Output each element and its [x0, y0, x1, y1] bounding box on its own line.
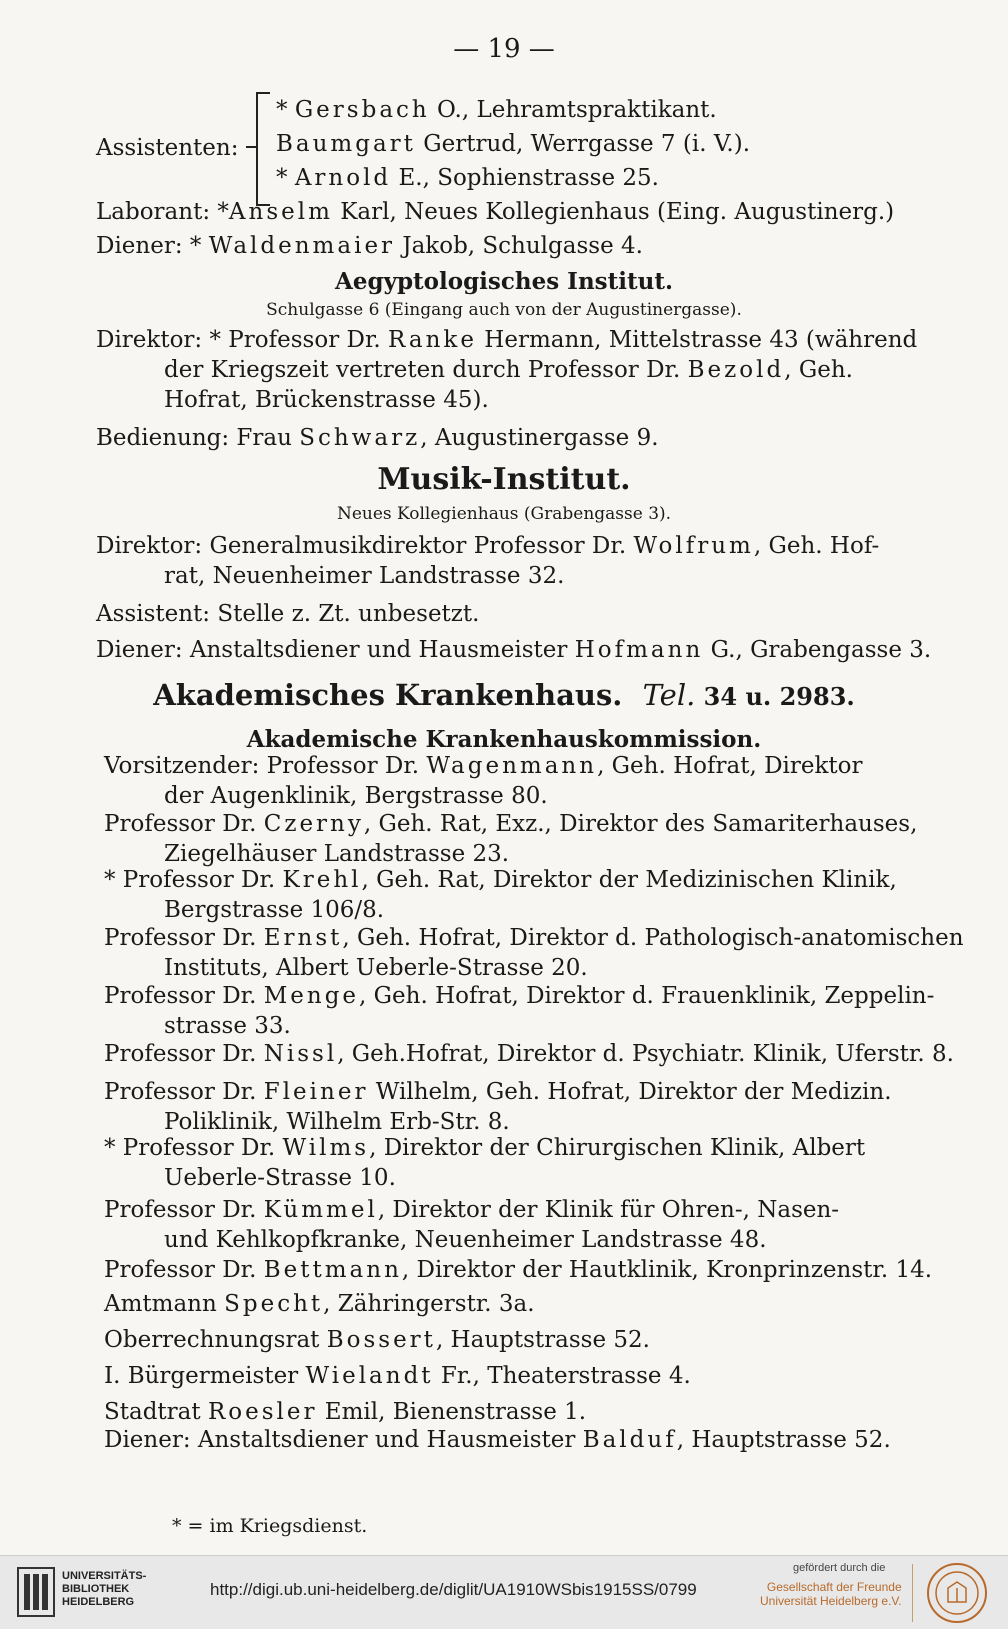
commission-entry: [104, 1078, 892, 1106]
sponsor-name: [760, 1580, 902, 1608]
entry-text: Emil, Bienenstrasse 1.: [317, 1399, 587, 1425]
laborant-line: [96, 198, 894, 226]
sponsor-name-line: Gesellschaft der Freunde: [766, 1580, 902, 1594]
person-name: Bezold: [687, 357, 785, 383]
entry-text: O., Lehramtspraktikant.: [429, 97, 717, 123]
section-address: Schulgasse 6 (Eingang auch von der Augustinergasse).: [266, 300, 742, 320]
entry-text: Professor Dr.: [104, 811, 257, 837]
continuation-line: Bergstrasse 106/8.: [164, 897, 385, 923]
person-name: Bettmann: [263, 1257, 402, 1283]
university-seal-icon: [926, 1562, 988, 1624]
commission-entry: [104, 1256, 932, 1284]
sponsor-caption: gefördert durch die: [793, 1562, 886, 1574]
diener-line: [96, 636, 931, 664]
commission-entry: [104, 1134, 865, 1162]
tel-label: Tel.: [642, 678, 696, 712]
library-name-line: UNIVERSITÄTS-: [62, 1570, 147, 1582]
entry-text: Fr., Theaterstrasse 4.: [433, 1363, 691, 1389]
person-name: Wielandt: [305, 1363, 434, 1389]
assistenten-label: Assistenten:: [96, 135, 239, 161]
person-name: Fleiner: [263, 1079, 369, 1105]
divider: [912, 1564, 913, 1622]
commission-entry: [104, 1426, 891, 1454]
person-name: Wagenmann: [426, 753, 598, 779]
commission-entry: [104, 1290, 535, 1318]
entry-label: Direktor:: [96, 327, 203, 353]
entry-text: Jakob, Schulgasse 4.: [395, 233, 643, 259]
continuation-line: und Kehlkopfkranke, Neuenheimer Landstrasse 48.: [164, 1227, 767, 1253]
entry-text: Karl, Neues Kollegienhaus (Eing. Augustinerg.): [332, 199, 895, 225]
entry-text: Professor Dr.: [104, 983, 257, 1009]
commission-entry: [104, 810, 917, 838]
person-name: Menge: [263, 983, 360, 1009]
continuation-line: Hofrat, Brückenstrasse 45).: [164, 387, 489, 413]
commission-entry: [104, 924, 964, 952]
entry-text: Professor Dr.: [104, 1257, 257, 1283]
commission-entry: [104, 1362, 691, 1390]
bedienung-line: [96, 424, 659, 452]
entry-text: Professor Dr.: [104, 1079, 257, 1105]
person-name: Balduf: [582, 1427, 677, 1453]
entry-text: Wilhelm, Geh. Hofrat, Direktor der Medizin.: [368, 1079, 892, 1105]
source-url-link[interactable]: http://digi.ub.uni-heidelberg.de/diglit/UA1910WSbis1915SS/0799: [210, 1580, 697, 1599]
entry-text: , Geh. Rat, Exz., Direktor des Samariterhauses,: [363, 811, 918, 837]
library-logo-icon: [16, 1566, 56, 1618]
entry-text: Frau: [229, 425, 292, 451]
entry-text: , Hauptstrasse 52.: [435, 1327, 650, 1353]
library-name-line: BIBLIOTHEK: [62, 1583, 130, 1595]
person-name: Nissl: [263, 1041, 338, 1067]
continuation-line: rat, Neuenheimer Landstrasse 32.: [164, 563, 565, 589]
commission-entry: [104, 1398, 586, 1426]
entry-text: Diener: Anstaltsdiener und Hausmeister: [104, 1427, 576, 1453]
section-address: Neues Kollegienhaus (Grabengasse 3).: [336, 504, 672, 524]
person-name: Specht: [224, 1291, 324, 1317]
assistent-line: Assistent: Stelle z. Zt. unbesetzt.: [96, 601, 480, 627]
entry-text: Professor Dr.: [104, 1197, 257, 1223]
person-name: Arnold: [294, 165, 392, 191]
person-name: Roesler: [207, 1399, 318, 1425]
entry-text: , Geh. Hofrat, Direktor: [597, 753, 863, 779]
entry-text: Amtmann: [104, 1291, 217, 1317]
entry-label: Laborant:: [96, 199, 211, 225]
entry-label: Diener:: [96, 233, 183, 259]
digitization-footer: [0, 1555, 1008, 1629]
entry-label: Direktor:: [96, 533, 203, 559]
entry-text: , Zähringerstr. 3a.: [323, 1291, 535, 1317]
entry-text: Professor Dr.: [104, 1041, 257, 1067]
entry-text: , Hauptstrasse 52.: [676, 1427, 891, 1453]
entry-text: * Professor Dr.: [104, 867, 276, 893]
continuation-line: Ziegelhäuser Landstrasse 23.: [164, 841, 510, 867]
entry-text: , Direktor der Chirurgischen Klinik, Albert: [369, 1135, 866, 1161]
continuation-line: der Augenklinik, Bergstrasse 80.: [164, 783, 548, 809]
assistent-entry: [276, 130, 750, 158]
entry-text: , Direktor der Hautklinik, Kronprinzenstr. 14.: [401, 1257, 933, 1283]
entry-text: , Geh.: [784, 357, 853, 383]
asterisk: *: [182, 233, 209, 259]
person-name: Waldenmaier: [208, 233, 396, 259]
direktor-line: [96, 326, 917, 354]
person-name: Baumgart: [276, 131, 416, 157]
person-name: Krehl: [282, 867, 362, 893]
asterisk: *: [276, 97, 295, 123]
page-number: — 19 —: [453, 34, 555, 64]
entry-text: , Direktor der Klinik für Ohren-, Nasen-: [377, 1197, 840, 1223]
entry-text: der Kriegszeit vertreten durch Professor Dr.: [164, 357, 681, 383]
footnote: * = im Kriegsdienst.: [172, 1515, 368, 1537]
entry-text: , Geh. Hofrat, Direktor d. Frauenklinik, Zeppelin-: [359, 983, 935, 1009]
library-name: [62, 1570, 146, 1609]
entry-text: * Professor Dr.: [104, 1135, 276, 1161]
person-name: Wolfrum: [633, 533, 754, 559]
section-title: Akademisches Krankenhaus.: [153, 678, 623, 712]
person-name: Gersbach: [294, 97, 430, 123]
section-heading: Aegyptologisches Institut.: [335, 268, 673, 295]
asterisk: *: [210, 199, 229, 225]
library-name-line: HEIDELBERG: [62, 1596, 135, 1608]
continuation-line: Instituts, Albert Ueberle-Strasse 20.: [164, 955, 588, 981]
entry-text: Gertrud, Werrgasse 7 (i. V.).: [415, 131, 751, 157]
entry-text: Oberrechnungsrat: [104, 1327, 320, 1353]
sponsor-name-line: Universität Heidelberg e.V.: [760, 1594, 902, 1608]
person-name: Kümmel: [263, 1197, 378, 1223]
entry-text: , Geh. Hof-: [753, 533, 880, 559]
tel-number: 34 u. 2983.: [695, 682, 855, 711]
entry-text: * Professor Dr.: [202, 327, 381, 353]
brace-bracket: [256, 92, 270, 206]
entry-label: Bedienung:: [96, 425, 230, 451]
assistent-entry: [276, 164, 659, 192]
continuation-line: strasse 33.: [164, 1013, 291, 1039]
person-name: Czerny: [263, 811, 364, 837]
entry-text: G., Grabengasse 3.: [703, 637, 932, 663]
commission-entry: [104, 866, 897, 894]
commission-entry: [104, 1040, 954, 1068]
subsection-heading: Akademische Krankenhauskommission.: [246, 726, 762, 753]
continuation-line: Ueberle-Strasse 10.: [164, 1165, 396, 1191]
commission-entry: [104, 1196, 839, 1224]
entry-text: , Geh.Hofrat, Direktor d. Psychiatr. Klinik, Uferstr. 8.: [337, 1041, 954, 1067]
entry-text: Generalmusikdirektor Professor Dr.: [202, 533, 627, 559]
person-name: Anselm: [228, 199, 333, 225]
entry-text: E., Sophienstrasse 25.: [391, 165, 659, 191]
entry-text: Diener: Anstaltsdiener und Hausmeister: [96, 637, 568, 663]
person-name: Ernst: [263, 925, 343, 951]
section-heading: [0, 678, 1008, 712]
direktor-line: [96, 532, 879, 560]
person-name: Schwarz: [299, 425, 421, 451]
commission-entry: [104, 1326, 650, 1354]
person-name: Wilms: [282, 1135, 370, 1161]
continuation-line: [164, 356, 853, 384]
asterisk: *: [276, 165, 295, 191]
brace-tip: [246, 146, 256, 148]
assistent-entry: [276, 96, 717, 124]
continuation-line: Poliklinik, Wilhelm Erb-Str. 8.: [164, 1109, 510, 1135]
entry-text: , Geh. Hofrat, Direktor d. Pathologisch-anatomischen: [342, 925, 964, 951]
entry-text: , Geh. Rat, Direktor der Medizinischen Klinik,: [361, 867, 897, 893]
commission-entry: [104, 752, 863, 780]
person-name: Bossert: [326, 1327, 436, 1353]
entry-text: , Augustinergasse 9.: [420, 425, 659, 451]
entry-text: Stadtrat: [104, 1399, 201, 1425]
person-name: Hofmann: [574, 637, 704, 663]
diener-line: [96, 232, 643, 260]
commission-entry: [104, 982, 934, 1010]
entry-text: Professor Dr.: [104, 925, 257, 951]
person-name: Ranke: [388, 327, 477, 353]
entry-text: Vorsitzender: Professor Dr.: [104, 753, 420, 779]
section-heading: Musik-Institut.: [377, 462, 631, 497]
entry-text: Hermann, Mittelstrasse 43 (während: [476, 327, 918, 353]
entry-text: I. Bürgermeister: [104, 1363, 299, 1389]
